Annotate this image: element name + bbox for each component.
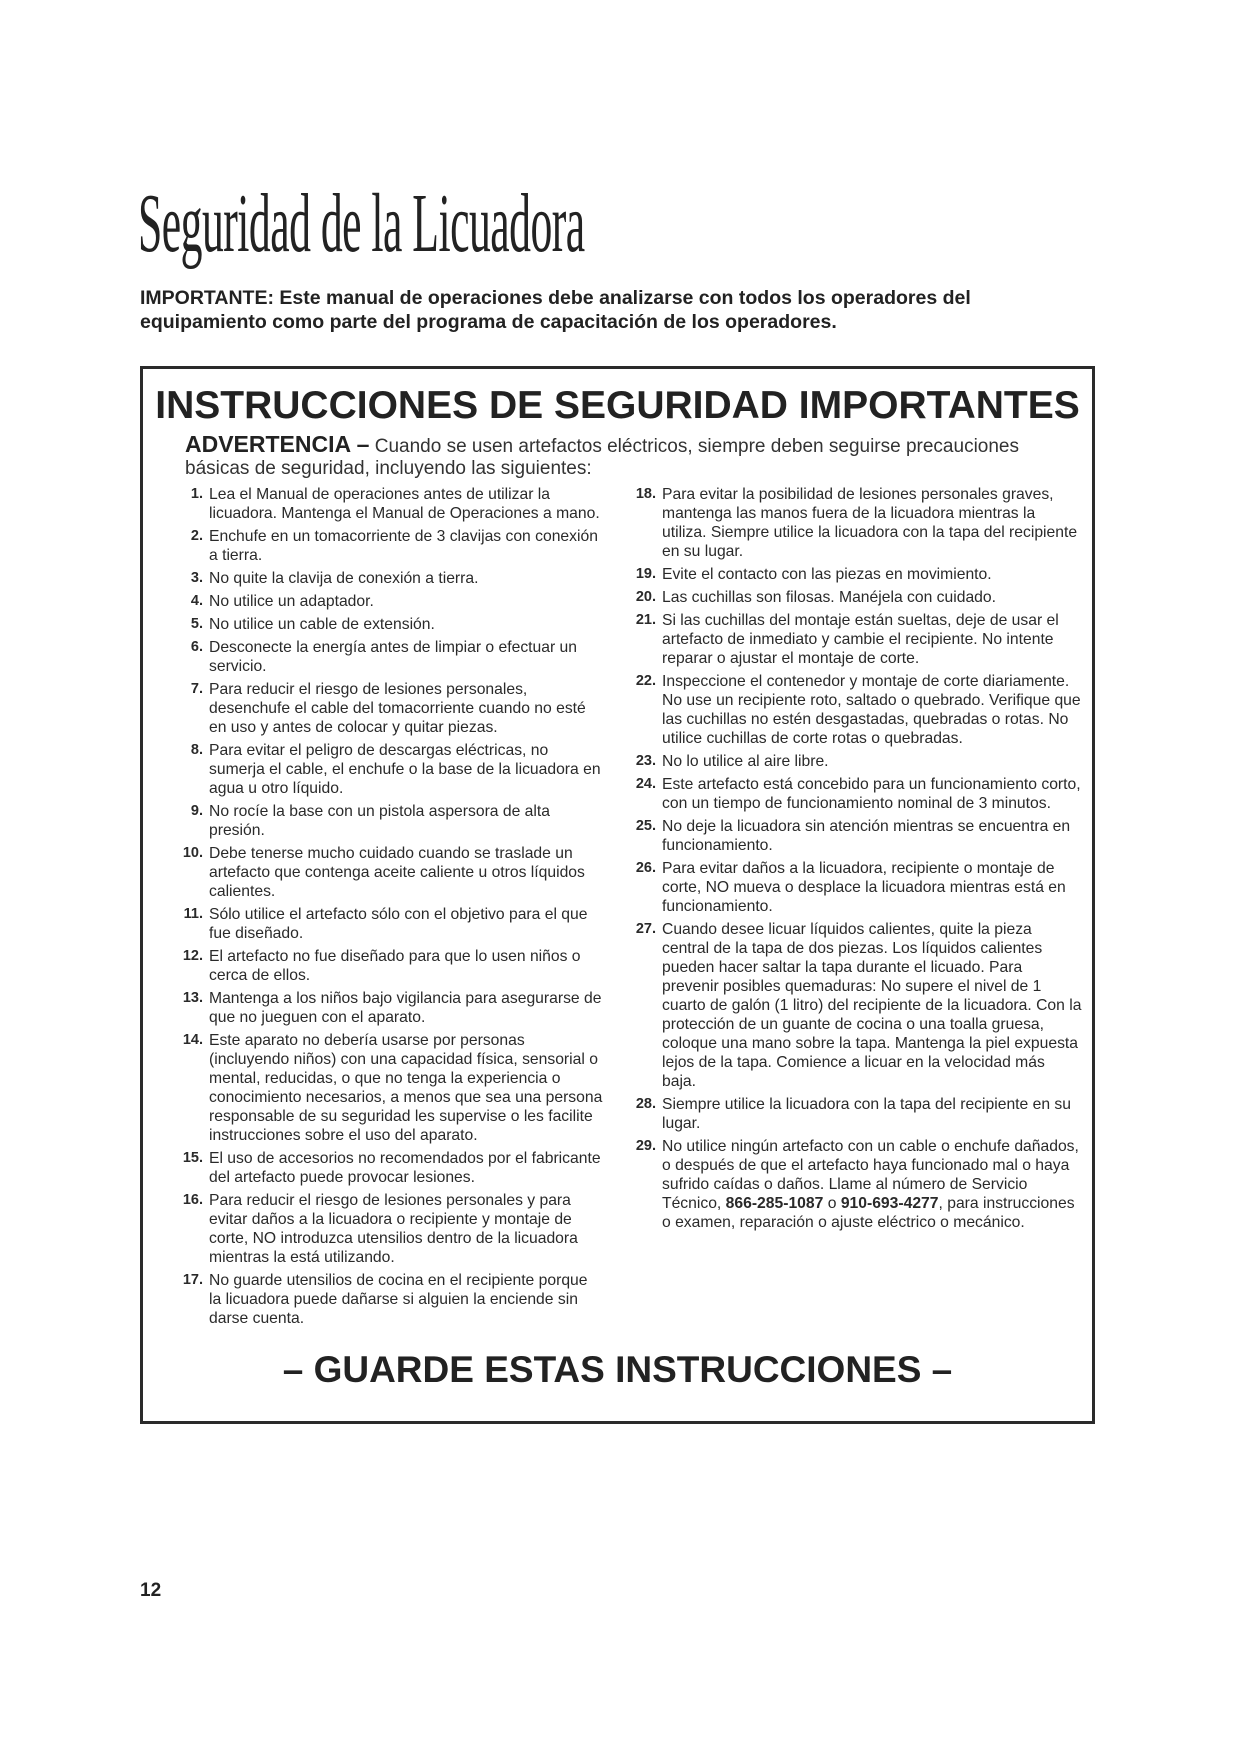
- page-number: 12: [140, 1580, 162, 1601]
- item-number: 8.: [190, 742, 203, 758]
- item-number: 28.: [635, 1096, 656, 1112]
- list-item: [618, 752, 1083, 771]
- item-text: Lea el Manual de operaciones antes de utilizar la licuadora. Mantenga el Manual de Operaciones a mano.: [209, 486, 600, 522]
- list-item: [165, 638, 603, 676]
- box-title: INSTRUCCIONES DE SEGURIDAD IMPORTANTES: [155, 384, 1080, 427]
- item-number: 11.: [183, 906, 203, 922]
- item-text: Para evitar la posibilidad de lesiones personales graves, mantenga las manos fuera de la licuadora mientras la utiliza. Siempre utilice la licuadora con la tapa del recipiente en su lugar.: [662, 486, 1078, 560]
- list-item: [618, 920, 1083, 1091]
- item-text: El uso de accesorios no recomendados por el fabricante del artefacto puede provocar lesiones.: [209, 1150, 601, 1186]
- item-text: No quite la clavija de conexión a tierra.: [209, 570, 479, 587]
- list-item: [165, 592, 603, 611]
- item-number: 4.: [190, 593, 203, 609]
- item-text: Para reducir el riesgo de lesiones personales y para evitar daños a la licuadora o recipiente y montaje de corte, NO introduzca utensilios dentro de la licuadora mientras la está utilizando.: [209, 1192, 578, 1266]
- item-text: Para evitar daños a la licuadora, recipiente o montaje de corte, NO mueva o desplace la licuadora mientras está en funcionamiento.: [662, 860, 1066, 915]
- list-item: [618, 588, 1083, 607]
- list-item: [165, 844, 603, 901]
- list-item: [165, 989, 603, 1027]
- item-number: 23.: [635, 753, 656, 769]
- warning-paragraph: [185, 433, 1065, 480]
- list-item: [618, 775, 1083, 813]
- item-text: o: [823, 1195, 841, 1212]
- list-item: [165, 1031, 603, 1145]
- item-number: 7.: [190, 681, 203, 697]
- item-number: 19.: [635, 566, 656, 582]
- list-item: [165, 1149, 603, 1187]
- list-item: [165, 485, 603, 523]
- list-item: [165, 615, 603, 634]
- item-text: Este artefacto está concebido para un funcionamiento corto, con un tiempo de funcionamiento nominal de 3 minutos.: [662, 776, 1081, 812]
- item-number: 13.: [182, 990, 203, 1006]
- warning-label: ADVERTENCIA –: [185, 431, 370, 457]
- save-instructions-footer: – GUARDE ESTAS INSTRUCCIONES –: [282, 1349, 953, 1390]
- list-item: [618, 1095, 1083, 1133]
- list-item: [165, 905, 603, 943]
- warning-text: Cuando se usen artefactos eléctricos, siempre deben seguirse precauciones básicas de seguridad, incluyendo las siguientes:: [185, 436, 1019, 479]
- item-text: No utilice un cable de extensión.: [209, 616, 435, 633]
- list-item: [165, 741, 603, 798]
- item-number: 25.: [635, 818, 656, 834]
- phone-number: 866-285-1087: [725, 1195, 824, 1212]
- list-item: [618, 485, 1083, 561]
- list-item: [165, 569, 603, 588]
- item-text: Para evitar el peligro de descargas eléctricas, no sumerja el cable, el enchufe o la base de la licuadora en agua u otro líquido.: [209, 742, 601, 797]
- list-item: [618, 817, 1083, 855]
- list-item: [618, 565, 1083, 584]
- item-number: 12.: [182, 948, 203, 964]
- list-item: [618, 611, 1083, 668]
- item-number: 15.: [182, 1150, 203, 1166]
- item-number: 1.: [190, 486, 203, 502]
- item-text: Evite el contacto con las piezas en movimiento.: [662, 566, 992, 583]
- item-text: Si las cuchillas del montaje están sueltas, deje de usar el artefacto de inmediato y cambie el recipiente. No intente reparar o ajustar el montaje de corte.: [662, 612, 1059, 667]
- item-number: 17.: [182, 1272, 203, 1288]
- item-text: Sólo utilice el artefacto sólo con el objetivo para el que fue diseñado.: [209, 906, 588, 942]
- list-item: [165, 680, 603, 737]
- item-text: No lo utilice al aire libre.: [662, 753, 829, 770]
- item-text: Enchufe en un tomacorriente de 3 clavijas con conexión a tierra.: [209, 528, 598, 564]
- list-item: [165, 527, 603, 565]
- item-number: 29.: [635, 1138, 656, 1154]
- item-number: 24.: [635, 776, 656, 792]
- item-number: 20.: [635, 589, 656, 605]
- item-number: 26.: [635, 860, 656, 876]
- list-item: [618, 672, 1083, 748]
- item-text: No utilice ningún artefacto con un cable o enchufe dañados, o después de que el artefacto haya funcionado mal o haya sufrido caídas o daños. Llame al número de Servicio Técnico,: [662, 1138, 1079, 1212]
- item-text: Las cuchillas son filosas. Manéjela con cuidado.: [662, 589, 996, 606]
- item-number: 9.: [190, 803, 203, 819]
- item-number: 27.: [635, 921, 656, 937]
- item-text: No guarde utensilios de cocina en el recipiente porque la licuadora puede dañarse si alguien la enciende sin darse cuenta.: [209, 1272, 588, 1327]
- item-text: Para reducir el riesgo de lesiones personales, desenchufe el cable del tomacorriente cuando no esté en uso y antes de colocar y quitar piezas.: [209, 681, 586, 736]
- item-text: No utilice un adaptador.: [209, 593, 374, 610]
- item-number: 16.: [182, 1192, 203, 1208]
- item-number: 5.: [190, 616, 203, 632]
- item-text: Este aparato no debería usarse por personas (incluyendo niños) con una capacidad física, sensorial o mental, reducidas, o que no tenga la experiencia o conocimiento necesarios, a menos que sea una persona responsable de su seguridad les supervise o les facilite instrucciones sobre el uso del aparato.: [209, 1032, 603, 1144]
- item-text: Mantenga a los niños bajo vigilancia para asegurarse de que no jueguen con el aparato.: [209, 990, 602, 1026]
- item-number: 6.: [190, 639, 203, 655]
- item-text: Inspeccione el contenedor y montaje de corte diariamente. No use un recipiente roto, saltado o quebrado. Verifique que las cuchillas no estén desgastadas, quebradas o rotas. No utilice cuchillas de corte rotas o quebradas.: [662, 673, 1081, 747]
- list-item: [165, 947, 603, 985]
- item-text: Cuando desee licuar líquidos calientes, quite la pieza central de la tapa de dos piezas. Los líquidos calientes pueden hacer saltar la tapa durante el licuado. Para prevenir posibles quemaduras: No supere el nivel de 1 cuarto de galón (1 litro) del recipiente de la licuadora. Con la protección de un guante de cocina o una toalla gruesa, coloque una mano sobre la tapa. Mantenga la piel expuesta lejos de la tapa. Comience a licuar en la velocidad más baja.: [662, 921, 1082, 1090]
- right-column-list: [618, 485, 1083, 1236]
- item-text: No deje la licuadora sin atención mientras se encuentra en funcionamiento.: [662, 818, 1071, 854]
- item-text: Siempre utilice la licuadora con la tapa del recipiente en su lugar.: [662, 1096, 1071, 1132]
- item-text: No rocíe la base con un pistola aspersora de alta presión.: [209, 803, 550, 839]
- item-number: 2.: [190, 528, 203, 544]
- safety-instructions-box: [140, 366, 1095, 1424]
- item-text: Debe tenerse mucho cuidado cuando se traslade un artefacto que contenga aceite caliente u otros líquidos calientes.: [209, 845, 585, 900]
- phone-number: 910-693-4277: [840, 1195, 939, 1212]
- page-title: Seguridad de la Licuadora: [138, 177, 585, 270]
- list-item: [165, 1191, 603, 1267]
- item-number: 22.: [635, 673, 656, 689]
- list-item: [618, 859, 1083, 916]
- list-item: [165, 802, 603, 840]
- list-item: [165, 1271, 603, 1328]
- important-notice: IMPORTANTE: Este manual de operaciones debe analizarse con todos los operadores del equipamiento como parte del programa de capacitación de los operadores.: [140, 287, 971, 333]
- item-number: 3.: [190, 570, 203, 586]
- left-column-list: [165, 485, 603, 1332]
- item-number: 14.: [182, 1032, 203, 1048]
- item-text: El artefacto no fue diseñado para que lo usen niños o cerca de ellos.: [209, 948, 581, 984]
- item-text: , para instrucciones o examen, reparación o ajuste eléctrico o mecánico.: [662, 1195, 1075, 1231]
- item-number: 10.: [182, 845, 203, 861]
- list-item: [618, 1137, 1083, 1232]
- item-text: Desconecte la energía antes de limpiar o efectuar un servicio.: [209, 639, 578, 675]
- item-number: 18.: [635, 486, 656, 502]
- item-number: 21.: [635, 612, 656, 628]
